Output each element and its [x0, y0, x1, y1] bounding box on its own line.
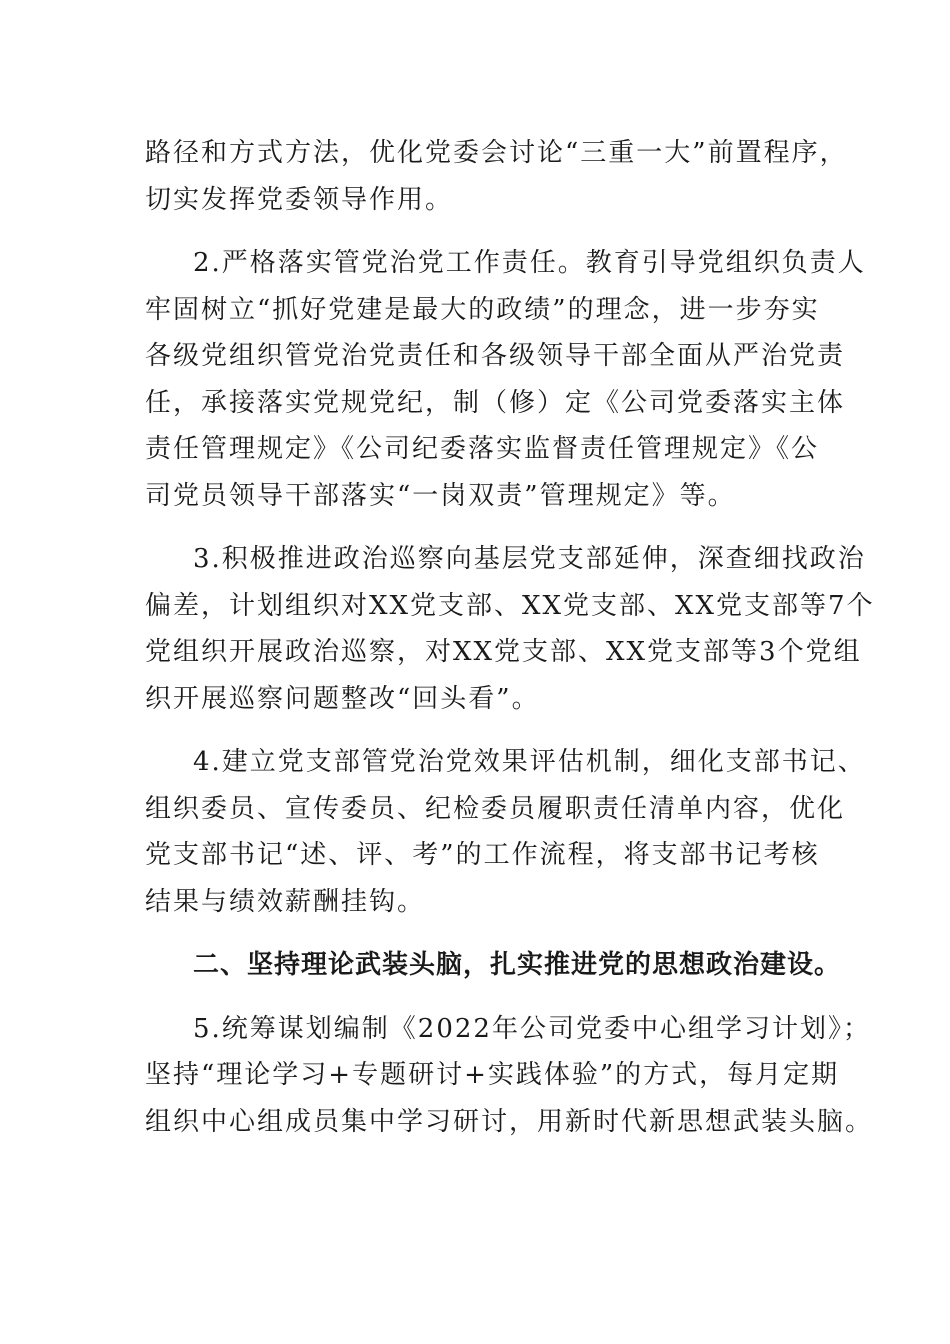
- text-line: 责任管理规定》《公司纪委落实监督责任管理规定》《公: [145, 434, 820, 464]
- text-line: 4.建立党支部管党治党效果评估机制，细化支部书记、: [193, 747, 866, 777]
- text-line: 党组织开展政治巡察，对XX党支部、XX党支部等3个党组: [145, 637, 862, 667]
- paragraph-item-4: [145, 739, 866, 925]
- text-line: 任，承接落实党规党纪，制（修）定《公司党委落实主体: [145, 387, 846, 418]
- heading-text: 二、坚持理论武装头脑，扎实推进党的思想政治建设。: [193, 950, 842, 980]
- paragraph-item-2: [145, 240, 866, 519]
- paragraph-item-3: [145, 536, 875, 722]
- text-line: 党支部书记“述、评、考”的工作流程，将支部书记考核: [145, 840, 820, 870]
- text-line: 牢固树立“抓好党建是最大的政绩”的理念，进一步夯实: [145, 294, 820, 325]
- text-line: 组织中心组成员集中学习研讨，用新时代新思想武装头脑。: [145, 1106, 874, 1137]
- text-line: 各级党组织管党治党责任和各级领导干部全面从严治党责: [145, 341, 846, 371]
- text-line: 路径和方式方法，优化党委会讨论“三重一大”前置程序，: [145, 138, 848, 168]
- text-line: 5.统筹谋划编制《2022年公司党委中心组学习计划》；: [193, 1013, 871, 1044]
- text-line: 坚持“理论学习+专题研讨+实践体验”的方式，每月定期: [145, 1060, 840, 1090]
- paragraph-item-5: [145, 1006, 874, 1146]
- section-heading: [145, 942, 842, 989]
- paragraph-continuation: [145, 130, 848, 223]
- text-line: 组织委员、宣传委员、纪检委员履职责任清单内容，优化: [145, 793, 846, 824]
- text-line: 偏差，计划组织对XX党支部、XX党支部、XX党支部等7个: [145, 590, 875, 621]
- document-body: [145, 130, 875, 1162]
- text-line: 切实发挥党委领导作用。: [145, 184, 454, 215]
- text-line: 2.严格落实管党治党工作责任。教育引导党组织负责人: [193, 248, 866, 278]
- text-line: 织开展巡察问题整改“回头看”。: [145, 683, 540, 714]
- text-line: 3.积极推进政治巡察向基层党支部延伸，深查细找政治: [193, 544, 866, 574]
- text-line: 结果与绩效薪酬挂钩。: [145, 886, 426, 917]
- text-line: 司党员领导干部落实“一岗双责”管理规定》等。: [145, 480, 736, 511]
